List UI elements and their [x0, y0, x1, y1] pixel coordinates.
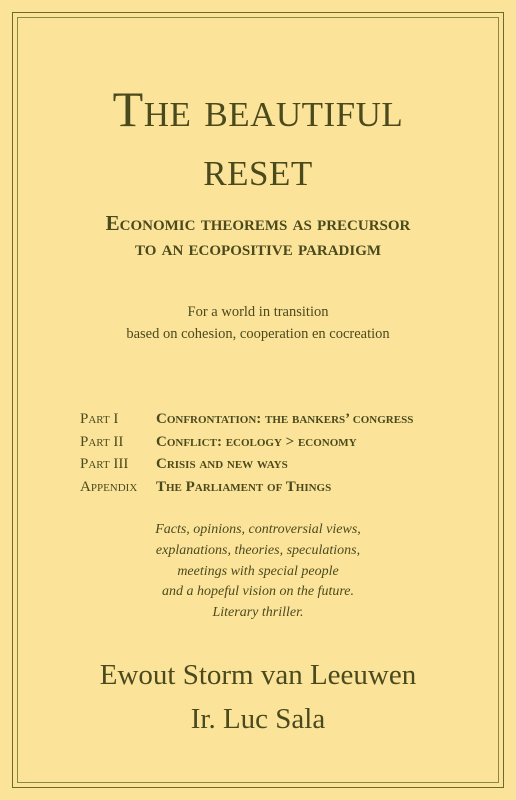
blurb-line: Literary thriller.	[212, 605, 304, 620]
contents-part-label: Part I	[80, 411, 119, 427]
contents-row	[80, 480, 480, 503]
book-subtitle-line-2: to an ecopositive paradigm	[134, 236, 382, 260]
tagline-line-1: For a world in transition	[187, 304, 329, 320]
blurb-line: and a hopeful vision on the future.	[162, 584, 354, 599]
contents-row	[80, 435, 480, 458]
contents-part-title: The Parliament of Things	[156, 478, 332, 495]
contents-part-label: Appendix	[80, 478, 138, 495]
blurb-line: meetings with special people	[177, 564, 339, 579]
table-of-contents	[80, 412, 480, 502]
author-name: Ewout Storm van Leeuwen	[99, 659, 417, 691]
contents-row	[80, 457, 480, 480]
contents-part-title: Confrontation: the bankers’ congress	[156, 411, 414, 427]
tagline-line-2: based on cohesion, cooperation en cocreation	[126, 326, 390, 342]
book-subtitle-line-1: Economic theorems as precursor	[105, 211, 411, 235]
blurb-line: Facts, opinions, controversial views,	[155, 522, 361, 537]
book-title-line-2: reset	[203, 140, 313, 196]
blurb-line: explanations, theories, speculations,	[155, 543, 361, 558]
contents-part-label: Part II	[80, 433, 124, 450]
author-name: Ir. Luc Sala	[190, 703, 326, 735]
contents-part-title: Conflict: ecology > economy	[156, 433, 357, 450]
contents-row	[80, 412, 480, 435]
contents-part-label: Part III	[80, 456, 129, 472]
contents-part-title: Crisis and new ways	[156, 456, 288, 472]
book-title-line-1: The beautiful	[112, 81, 404, 137]
